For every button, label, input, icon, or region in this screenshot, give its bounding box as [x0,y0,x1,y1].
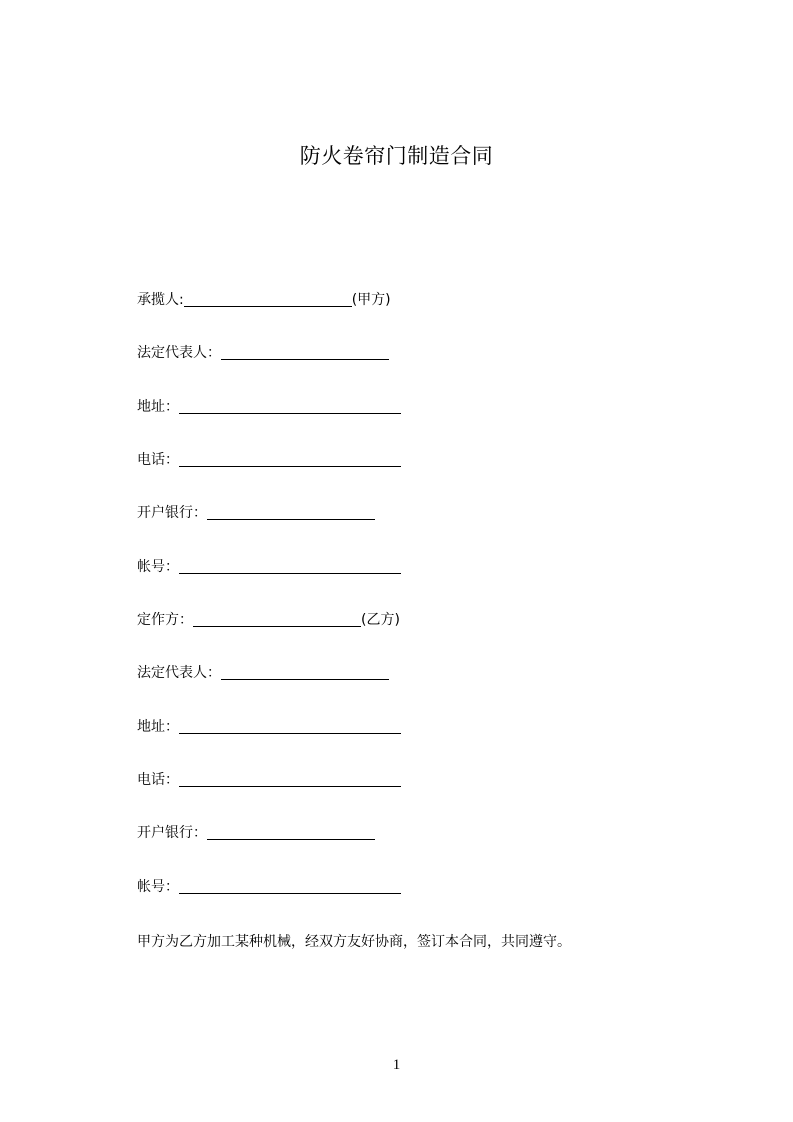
party-a-legal-rep-field [137,342,389,364]
party-b-account-field [137,876,401,898]
party-b-legal-rep-blank [221,664,389,680]
party-b-legal-rep-field [137,662,389,684]
party-b-orderer-blank [193,611,361,627]
party-a-bank-blank [207,504,375,520]
party-a-contractor-blank [184,291,352,307]
page-number: 1 [392,1057,401,1073]
party-a-account-field [137,556,401,578]
party-a-address-field [137,396,401,418]
party-a-account-label: 帐号： [137,559,179,575]
party-a-address-blank [179,398,401,414]
party-a-contractor-field [137,289,391,311]
party-b-bank-label: 开户银行： [137,825,207,841]
party-b-orderer-label: 定作方： [137,612,193,628]
party-b-phone-blank [179,771,401,787]
party-a-bank-field [137,502,375,524]
party-b-account-label: 帐号： [137,879,179,895]
party-b-phone-field [137,769,401,791]
party-a-legal-rep-blank [221,344,389,360]
party-a-account-blank [179,558,401,574]
party-b-account-blank [179,878,401,894]
party-b-orderer-field [137,609,400,631]
party-a-address-label: 地址： [137,399,179,415]
party-b-phone-label: 电话： [137,772,179,788]
intro-paragraph: 甲方为乙方加工某种机械，经双方友好协商，签订本合同，共同遵守。 [137,934,571,950]
party-a-phone-label: 电话： [137,452,179,468]
party-b-bank-blank [207,824,375,840]
party-a-suffix: (甲方) [351,292,391,308]
document-title: 防火卷帘门制造合同 [299,144,494,168]
party-b-bank-field [137,822,375,844]
party-a-legal-rep-label: 法定代表人： [137,345,221,361]
party-a-contractor-label: 承揽人: [137,292,184,308]
party-a-phone-blank [179,451,401,467]
party-b-suffix: (乙方) [361,612,400,628]
party-b-legal-rep-label: 法定代表人： [137,665,221,681]
party-a-bank-label: 开户银行： [137,505,207,521]
party-b-address-blank [179,718,401,734]
party-b-address-field [137,716,401,738]
party-a-phone-field [137,449,401,471]
party-b-address-label: 地址： [137,719,179,735]
